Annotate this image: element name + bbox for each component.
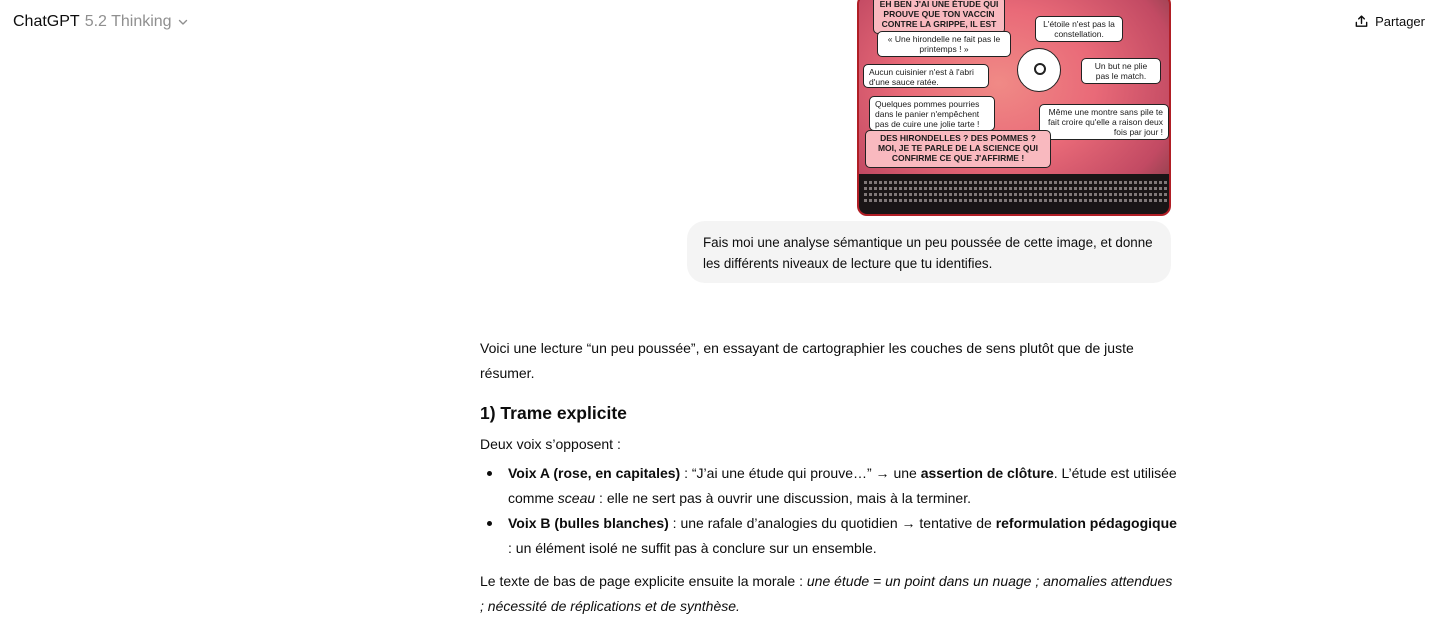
user-message-text: Fais moi une analyse sémantique un peu poussée de cette image, et donne les différents niveaux de lecture que tu identifies. (703, 235, 1153, 271)
voice-b-label: Voix B (bulles blanches) (508, 515, 669, 531)
chevron-down-icon (177, 16, 189, 28)
list-item-voice-a (480, 461, 1180, 511)
comic-bubble-but: Un but ne plie pas le match. (1081, 58, 1161, 84)
section-lead: Deux voix s’opposent : (480, 436, 621, 452)
comic-bubble-hirondelle: « Une hirondelle ne fait pas le printemps ! » (877, 31, 1011, 57)
comic-bubble-pommes: Quelques pommes pourries dans le panier n'empêchent pas de cuire une jolie tarte ! (869, 96, 995, 131)
voices-list (480, 461, 1180, 561)
voice-a-text: : “J’ai une étude qui prouve…” → une (680, 465, 921, 481)
comic-footer-text (859, 174, 1171, 216)
footer-moral-italic: une étude = un point dans un nuage ; anomalies attendues ; nécessité de réplications et de synthèse. (480, 573, 1173, 614)
assistant-response (480, 336, 1180, 619)
model-name: ChatGPT (13, 13, 80, 30)
footer-moral-lead: Le texte de bas de page explicite ensuite la morale : (480, 573, 807, 589)
user-message (687, 221, 1171, 283)
voice-a-text-2: . L’étude est utilisée comme (508, 465, 1177, 506)
comic-bubble-montre: Même une montre sans pile te fait croire qu'elle a raison deux fois par jour ! (1039, 104, 1169, 140)
comic-character (1017, 48, 1061, 92)
comic-footer-line (864, 187, 1168, 190)
voice-a-text-3: : elle ne sert pas à ouvrir une discussion, mais à la terminer. (595, 490, 971, 506)
top-bar (0, 0, 1435, 44)
list-item-voice-b (480, 511, 1180, 561)
answer-intro: Voici une lecture “un peu poussée”, en essayant de cartographier les couches de sens plutôt que de juste résumer. (480, 340, 1134, 381)
comic-bubble-cuisinier: Aucun cuisinier n'est à l'abri d'une sauce ratée. (863, 64, 989, 88)
voice-a-label: Voix A (rose, en capitales) (508, 465, 681, 481)
comic-footer-line (864, 199, 1168, 202)
share-icon (1354, 14, 1369, 29)
comic-footer-line (864, 193, 1168, 196)
share-label: Partager (1375, 13, 1425, 29)
voice-a-emphasis: assertion de clôture (920, 465, 1054, 481)
voice-b-text-2: : un élément isolé ne suffit pas à conclure sur un ensemble. (508, 540, 877, 556)
comic-bubble-etoile: L'étoile n'est pas la constellation. (1035, 16, 1123, 42)
share-button[interactable] (1354, 10, 1425, 32)
footer-moral (480, 569, 1180, 619)
comic-bubble-etude: EH BEN J'AI UNE ÉTUDE QUI PROUVE QUE TON VACCIN CONTRE LA GRIPPE, IL EST (873, 0, 1005, 34)
comic-bubble-science: DES HIRONDELLES ? DES POMMES ? MOI, JE TE PARLE DE LA SCIENCE QUI CONFIRME CE QUE J'AFFIRME ! (865, 130, 1051, 168)
comic-footer-line (864, 181, 1168, 184)
voice-a-italic: sceau (557, 490, 596, 506)
voice-b-text: : une rafale d’analogies du quotidien → tentative de (668, 515, 996, 531)
attached-comic-image[interactable] (857, 0, 1171, 216)
model-selector[interactable] (13, 11, 189, 33)
model-version: 5.2 Thinking (84, 13, 172, 30)
voice-b-emphasis: reformulation pédagogique (995, 515, 1177, 531)
section-heading: 1) Trame explicite (480, 403, 627, 423)
